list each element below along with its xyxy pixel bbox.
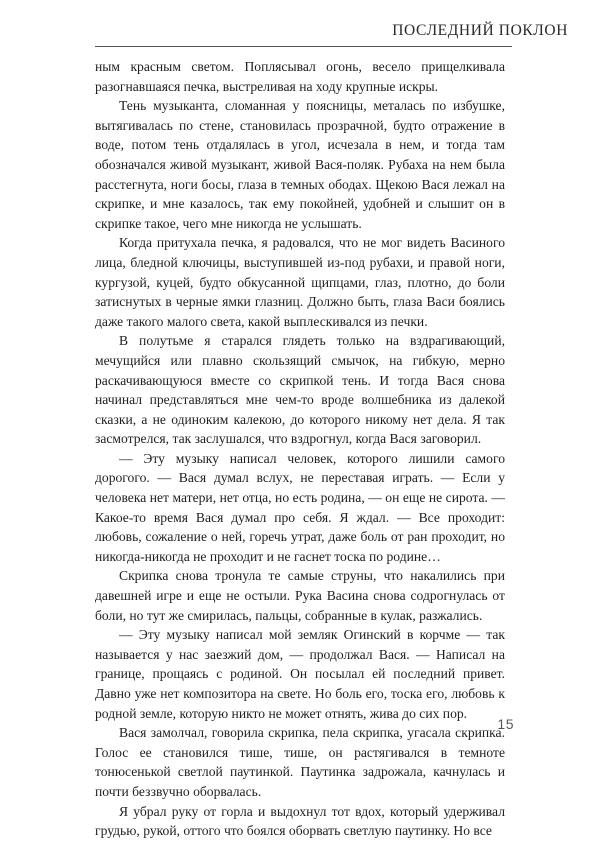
paragraph-1: ным красным светом. Поплясывал огонь, весело прищелкивала разогнавшаяся печка, выстреливая на ходу крупные искры. <box>95 59 505 94</box>
paragraph-2: Тень музыканта, сломанная у поясницы, металась по избушке, вытягивалась по стене, становилась прозрачной, будто отражение в воде, потом тень отдалялась в угол, исчезала в нем, и тогда там обозначался живой музыкант, живой Вася-поляк. Рубаха на нем была расстегнута, ноги босы, глаза в темных ободах. Щекою Вася лежал на скрипке, и мне казалось, так ему покойней, удобней и слышит он в скрипке такое, чего мне никогда не услышать. <box>95 98 505 231</box>
paragraph-8: Вася замолчал, говорила скрипка, пела скрипка, угасала скрипка. Голос ее становился тише, тише, он растягивался в темноте тонюсенькой светлой паутинкой. Паутинка задрожала, качнулась и почти беззвучно оборвалась. <box>95 725 505 799</box>
paragraph-3: Когда притухала печка, я радовался, что не мог видеть Васиного лица, бледной ключицы, выступившей из-под рубахи, и правой ноги, кургузой, куцей, будто обкусанной щипцами, глаз, плотно, до боли затиснутых в черные ямки глазниц. Должно быть, глаза Васи боялись даже такого малого света, какой выплескивался из печки. <box>95 235 505 329</box>
page-body <box>95 57 505 841</box>
paragraph-5: — Эту музыку написал человек, которого лишили самого дорогого. — Вася думал вслух, не переставая играть. — Если у человека нет матери, нет отца, но есть родина, — он еще не сирота. — Какое-то время Вася думал про себя. Я ждал. — Все проходит: любовь, сожаление о ней, горечь утрат, даже боль от ран проходит, но никогда-никогда не проходит и не гаснет тоска по родине… <box>95 450 505 564</box>
paragraph-4: В полутьме я старался глядеть только на вздрагивающий, мечущийся или плавно скользящий смычок, на гибкую, мерно раскачивающуюся вместе со скрипкой тень. И тогда Вася снова начинал представляться мне чем-то вроде волшебника из далекой сказки, а не одиноким калекою, до которого никому нет дела. Я так засмотрелся, так заслушался, что вздрогнул, когда Вася заговорил. <box>95 333 505 447</box>
header-divider <box>95 46 512 47</box>
paragraph-6: Скрипка снова тронула те самые струны, что накалились при давешней игре и еще не остыли. Рука Васина снова содрогнулась от боли, но тут же смирилась, пальцы, собранные в кулак, разжались. <box>95 568 505 623</box>
paragraph-9: Я убрал руку от горла и выдохнул тот вдох, который удерживал грудью, рукой, оттого что боялся оборвать светлую паутинку. Но все <box>95 803 505 839</box>
paragraph-7: — Эту музыку написал мой земляк Огинский в корчме — так называется у нас заезжий дом, — продолжал Вася. — Написал на границе, прощаясь с родиной. Он посылал ей последний привет. Давно уже нет композитора на свете. Но боль его, тоска его, любовь к родной земле, которую никто не может отнять, жива до сих пор. <box>95 627 505 721</box>
running-title: ПОСЛЕДНИЙ ПОКЛОН <box>392 22 568 39</box>
page-number: 15 <box>497 716 514 732</box>
